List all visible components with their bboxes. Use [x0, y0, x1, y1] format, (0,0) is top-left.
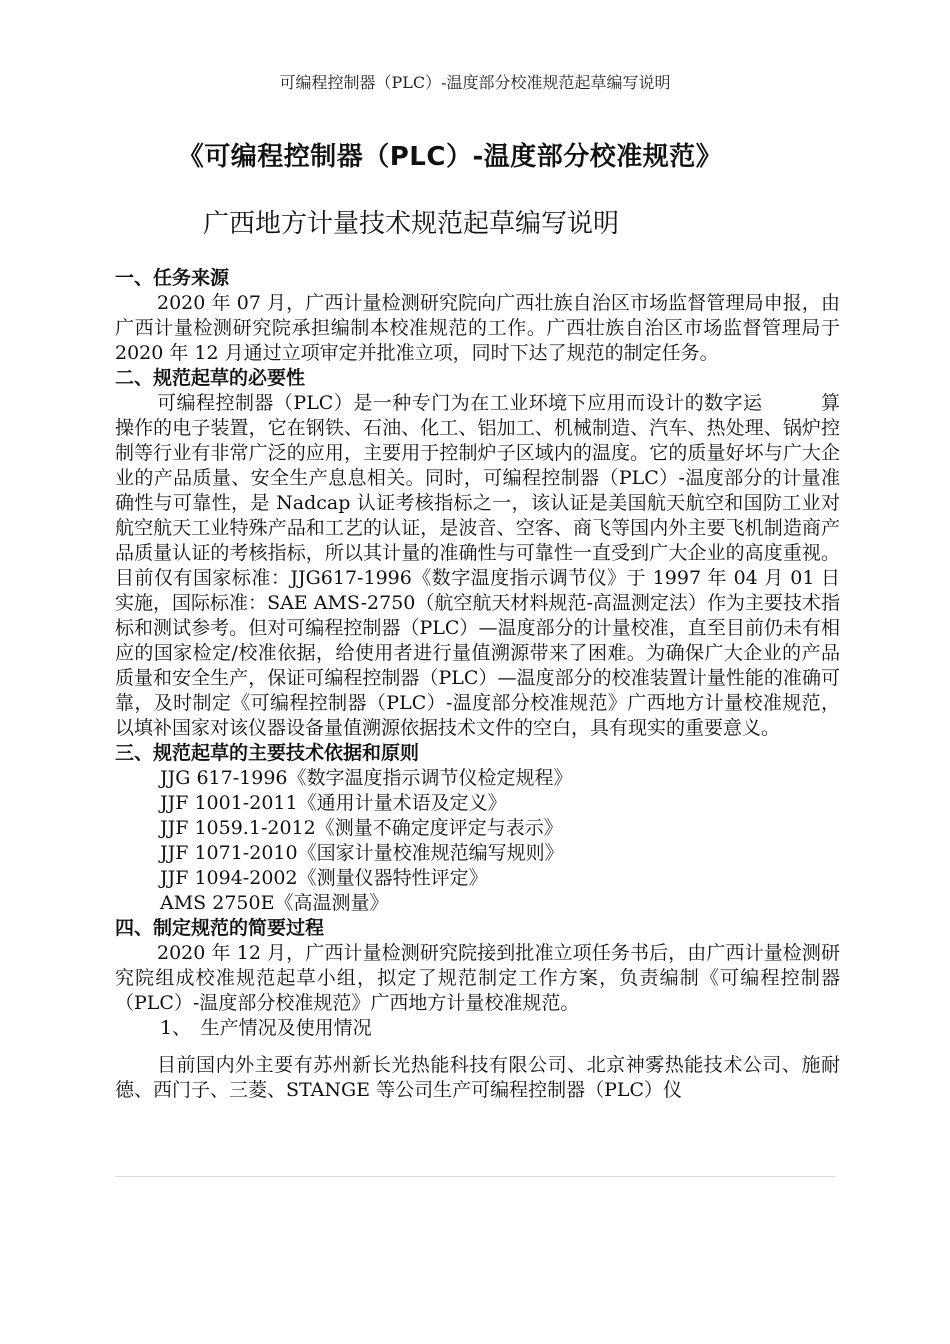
document-title: 《可编程控制器（PLC）-温度部分校准规范》 — [177, 142, 723, 172]
reference-item: JJF 1001-2011《通用计量术语及定义》 — [160, 792, 507, 814]
section-heading-necessity: 二、规范起草的必要性 — [115, 367, 306, 389]
section-paragraph-task-source: 2020 年 07 月，广西计量检测研究院向广西壮族自治区市场监督管理局申报，由广西计量检测研究院承担编制本校准规范的工作。广西壮族自治区市场监督管理局于 2020 年 12 月通过立项审定并批准立项，同时下达了规范的制定任务。 — [115, 292, 840, 364]
running-header: 可编程控制器（PLC）-温度部分校准规范起草编写说明 — [279, 73, 671, 92]
section-heading-task-source: 一、任务来源 — [115, 267, 230, 289]
reference-item: JJF 1071-2010《国家计量校准规范编写规则》 — [160, 842, 564, 864]
section-paragraph-necessity: 可编程控制器（PLC）是一种专门为在工业环境下应用而设计的数字运 算操作的电子装置，它在钢铁、石油、化工、铝加工、机械制造、汽车、热处理、锅炉控制等行业有非常广泛的应用，主要用于控制炉子区域内的温度。它的质量好坏与广大企业的产品质量、安全生产息息相关。同时，可编程控制器（PLC）-温度部分的计量准确性与可靠性，是 Nadcap 认证考核指标之一，该认证是美国航天航空和国防工业对航空航天工业特殊产品和工艺的认证，是波音、空客、商飞等国内外主要飞机制造商产品质量认证的考核指标，所以其计量的准确性与可靠性一直受到广大企业的高度重视。目前仅有国家标准：JJG617-1996《数字温度指示调节仪》于 1997 年 04 月 01 日实施，国际标准：SAE AMS-2750（航空航天材料规范-高温测定法）作为主要技术指标和测试参考。但对可编程控制器（PLC）—温度部分的计量校准，直至目前仍未有相应的国家检定/校准依据，给使用者进行量值溯源带来了困难。为确保广大企业的产品质量和安全生产，保证可编程控制器（PLC）—温度部分的校准装置计量性能的准确可靠，及时制定《可编程控制器（PLC）-温度部分校准规范》广西地方计量校准规范，以填补国家对该仪器设备量值溯源依据技术文件的空白，具有现实的重要意义。 — [115, 392, 840, 739]
section-paragraph-process: 2020 年 12 月，广西计量检测研究院接到批准立项任务书后，由广西计量检测研究院组成校准规范起草小组，拟定了规范制定工作方案，负责编制《可编程控制器（PLC）-温度部分校准规范》广西地方计量校准规范。 — [115, 942, 840, 1014]
subsection-heading-production: 1、 生产情况及使用情况 — [160, 1017, 372, 1039]
document-body — [115, 266, 840, 1103]
document-subtitle: 广西地方计量技术规范起草编写说明 — [203, 209, 620, 239]
reference-item: JJG 617-1996《数字温度指示调节仪检定规程》 — [160, 767, 573, 789]
reference-item: AMS 2750E《高温测量》 — [160, 892, 389, 914]
page-bottom-divider — [115, 1176, 835, 1177]
section-heading-technical-basis: 三、规范起草的主要技术依据和原则 — [115, 742, 420, 764]
reference-item: JJF 1059.1-2012《测量不确定度评定与表示》 — [160, 817, 563, 839]
reference-item: JJF 1094-2002《测量仪器特性评定》 — [160, 867, 488, 889]
subsection-paragraph-production: 目前国内外主要有苏州新长光热能科技有限公司、北京神雾热能技术公司、施耐德、西门子、三菱、STANGE 等公司生产可编程控制器（PLC）仪 — [115, 1054, 840, 1101]
section-heading-process: 四、制定规范的简要过程 — [115, 917, 325, 939]
